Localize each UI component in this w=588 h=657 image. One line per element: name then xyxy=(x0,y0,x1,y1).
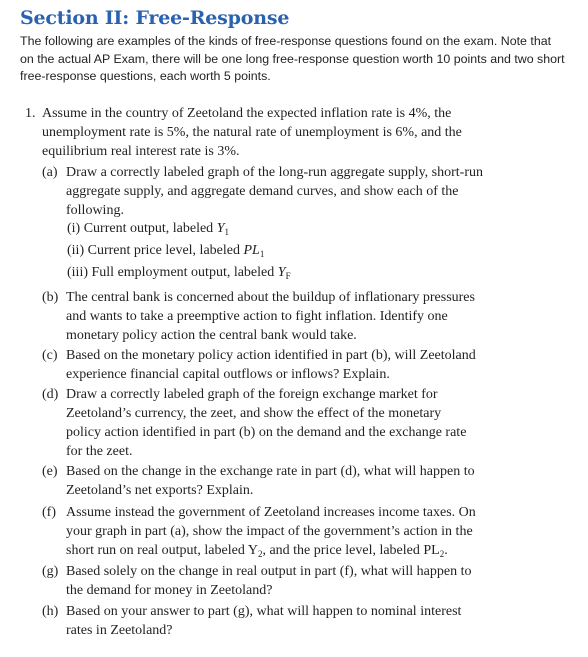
part-d-label: (d) xyxy=(42,387,59,402)
part-g-label: (g) xyxy=(42,564,59,579)
subitem-variable: Y xyxy=(216,221,225,236)
part-f-text xyxy=(66,503,484,560)
subitem-text: Current price level, labeled xyxy=(87,243,240,258)
part-c-label: (c) xyxy=(42,348,58,363)
part-a-subitem xyxy=(67,219,229,238)
part-e-label: (e) xyxy=(42,464,58,479)
part-f-text-1: Assume instead the government of Zeetoland increases income taxes. On your graph in part (a), show the impact of the government’s action in the short run on real output, labeled xyxy=(66,505,476,558)
part-b-text: The central bank is concerned about the buildup of inflationary pressures and wants to take a preemptive action to fight inflation. Identify one monetary policy action the central bank would take. xyxy=(66,290,475,343)
subitem-variable: Y xyxy=(277,265,286,280)
part-e-text: Based on the change in the exchange rate in part (d), what will happen to Zeetoland’s net exports? Explain. xyxy=(66,464,475,498)
subitem-subscript: F xyxy=(285,271,291,281)
subitem-subscript: 1 xyxy=(259,249,265,259)
section-title: Section II: Free-Response xyxy=(20,7,290,29)
intro-paragraph: The following are examples of the kinds of free-response questions found on the exam. Note that on the actual AP Exam, there will be one long free-response question worth 10 points and two short free-response questions, each worth 5 points. xyxy=(20,34,565,83)
subitem-text: Current output, labeled xyxy=(83,221,214,236)
part-f-label: (f) xyxy=(42,505,56,520)
part-c-text: Based on the monetary policy action identified in part (b), will Zeetoland experience financial capital outflows or inflows? Explain. xyxy=(66,348,476,382)
part-h-label: (h) xyxy=(42,604,59,619)
part-f-text-2: , and the price level, labeled xyxy=(262,543,420,558)
part-f-subscript-1: 2 xyxy=(257,549,263,559)
part-a-subitem xyxy=(67,241,264,260)
part-h-text: Based on your answer to part (g), what will happen to nominal interest rates in Zeetoland? xyxy=(66,604,462,638)
part-f-variable-2: PL xyxy=(423,543,440,558)
subitem-subscript: 1 xyxy=(224,227,229,237)
question-stem: Assume in the country of Zeetoland the expected inflation rate is 4%, the unemployment rate is 5%, the natural rate of unemployment is 6%, and the equilibrium real interest rate is 3%. xyxy=(42,106,462,159)
part-d-text: Draw a correctly labeled graph of the foreign exchange market for Zeetoland’s currency, the zeet, and show the effect of the monetary policy action identified in part (b) on the demand and the exchange rate for the zeet. xyxy=(66,387,467,459)
part-f-variable-1: Y xyxy=(247,543,258,558)
subitem-label: (iii) xyxy=(67,265,88,280)
subitem-label: (ii) xyxy=(67,243,85,258)
part-f-subscript-2: 2 xyxy=(439,549,445,559)
part-g-text: Based solely on the change in real output in part (f), what will happen to the demand for money in Zeetoland? xyxy=(66,564,472,598)
part-a-subitem xyxy=(67,263,291,282)
subitem-label: (i) xyxy=(67,221,81,236)
part-f-text-3: . xyxy=(444,543,448,558)
question-number: 1. xyxy=(25,106,36,121)
part-b-label: (b) xyxy=(42,290,59,305)
part-a-label: (a) xyxy=(42,165,58,180)
subitem-text: Full employment output, labeled xyxy=(91,265,275,280)
part-a-text: Draw a correctly labeled graph of the long-run aggregate supply, short-run aggregate supply, and aggregate demand curves, and show each of the following. xyxy=(66,165,483,218)
subitem-variable: PL xyxy=(243,243,260,258)
